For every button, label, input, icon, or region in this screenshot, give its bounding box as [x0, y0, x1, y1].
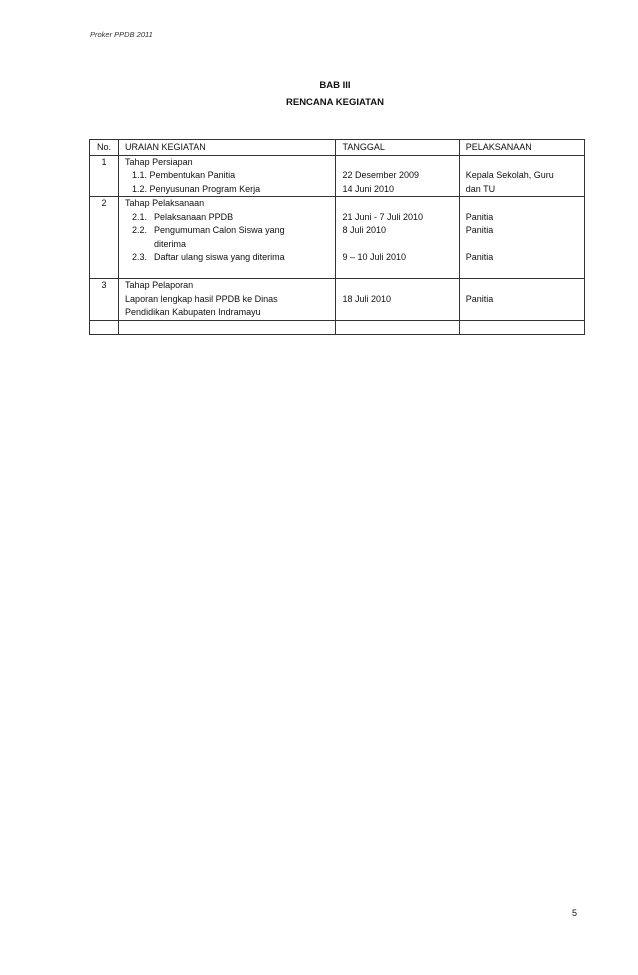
item-text-line: diterima [154, 238, 187, 249]
chapter-title: RENCANA KEGIATAN [286, 97, 384, 108]
date-value: 14 Juni 2010 [342, 183, 395, 194]
executor-value: Panitia [465, 252, 494, 262]
column-header-no: No. [90, 140, 119, 156]
activity-item [125, 224, 329, 251]
activity-title: Tahap Persiapan [125, 156, 193, 167]
item-text [154, 224, 285, 251]
table-row [90, 279, 585, 321]
activity-cell [119, 155, 336, 197]
date-value: 22 Desember 2009 [342, 170, 420, 180]
date-value: 8 Juli 2010 [342, 225, 387, 235]
executor-cell [459, 197, 584, 279]
empty-cell [90, 320, 119, 334]
item-number: 2.1. [132, 211, 148, 222]
executor-value: dan TU [465, 183, 496, 194]
running-header: Proker PPDB 2011 [90, 30, 153, 39]
activity-cell [119, 197, 336, 279]
executor-value: Panitia [465, 293, 494, 304]
date-value: 9 – 10 Juli 2010 [342, 252, 407, 262]
empty-cell [119, 320, 336, 334]
date-value: 18 Juli 2010 [342, 293, 392, 304]
table-row [90, 197, 585, 279]
column-header-tanggal: TANGGAL [336, 140, 459, 156]
executor-cell [459, 155, 584, 197]
column-header-pelaksanaan: PELAKSANAAN [459, 140, 584, 156]
date-cell [336, 279, 459, 321]
executor-value: Panitia [465, 211, 494, 222]
activity-item: Laporan lengkap hasil PPDB ke Dinas [125, 293, 278, 304]
activity-title: Tahap Pelaporan [125, 280, 194, 290]
row-number: 1 [90, 155, 119, 197]
chapter-number: BAB III [319, 80, 351, 91]
table-row-empty [90, 320, 585, 334]
date-cell [336, 197, 459, 279]
executor-cell [459, 279, 584, 321]
empty-cell [336, 320, 459, 334]
item-text: Pelaksanaan PPDB [154, 211, 234, 222]
date-value: 21 Juni - 7 Juli 2010 [342, 211, 424, 222]
activity-item [125, 251, 329, 265]
executor-value: Panitia [465, 225, 494, 235]
item-text: Daftar ulang siswa yang diterima [154, 252, 285, 262]
item-number: 2.2. [132, 225, 148, 235]
activity-item: Pendidikan Kabupaten Indramayu [125, 307, 261, 317]
executor-value: Kepala Sekolah, Guru [465, 170, 554, 180]
table-header-row [90, 140, 585, 156]
activity-cell [119, 279, 336, 321]
empty-cell [459, 320, 584, 334]
activity-item: 1.1. Pembentukan Panitia [132, 170, 236, 180]
date-cell [336, 155, 459, 197]
activity-plan-table [89, 139, 585, 335]
activity-item [125, 211, 329, 225]
item-text-line: Pengumuman Calon Siswa yang [154, 225, 285, 235]
row-number: 3 [90, 279, 119, 321]
table-row [90, 155, 585, 197]
column-header-uraian: URAIAN KEGIATAN [119, 140, 336, 156]
row-number: 2 [90, 197, 119, 279]
item-number: 2.3. [132, 252, 148, 262]
page-number: 5 [572, 908, 578, 918]
activity-item: 1.2. Penyusunan Program Kerja [132, 183, 261, 194]
activity-title: Tahap Pelaksanaan [125, 198, 205, 208]
